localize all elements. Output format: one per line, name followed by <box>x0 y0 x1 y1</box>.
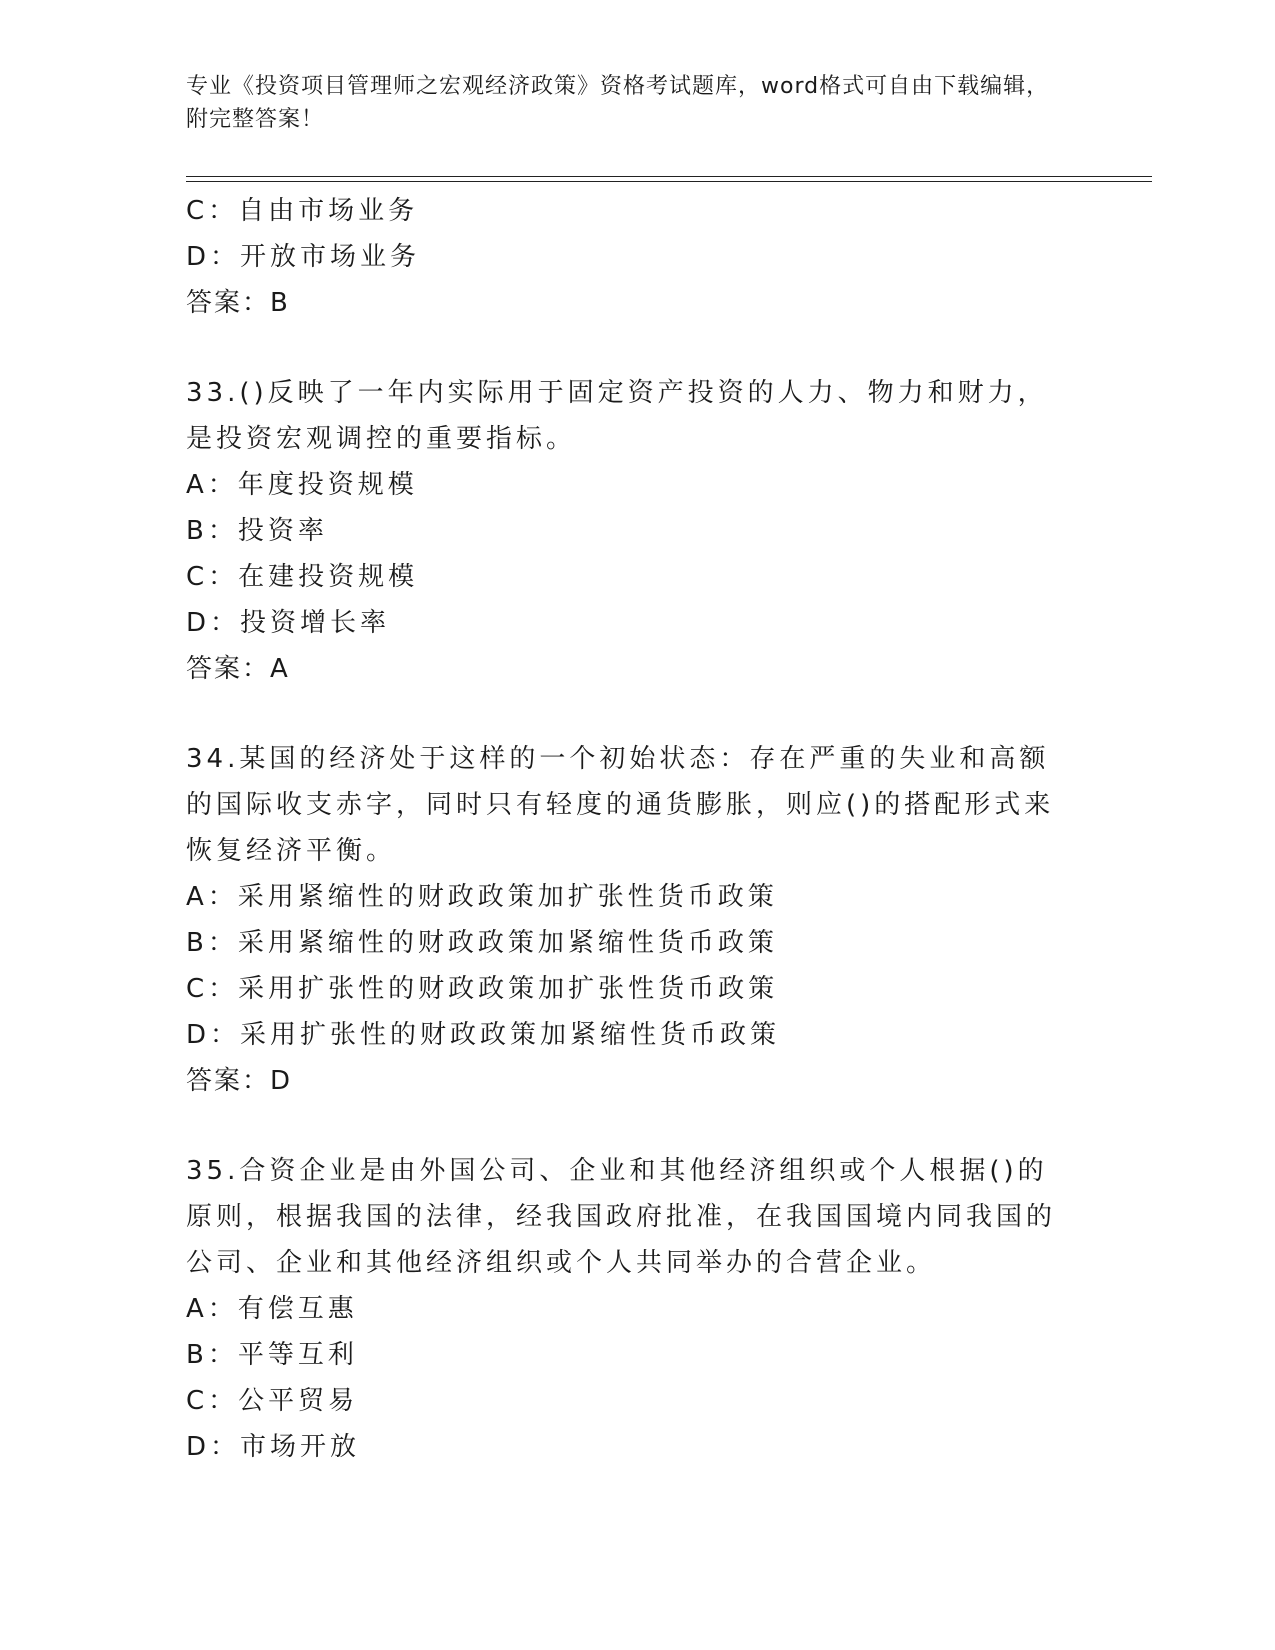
option-b: B：平等互利 <box>186 1340 358 1370</box>
option-a: A：采用紧缩性的财政政策加扩张性货币政策 <box>186 882 778 912</box>
question-35 <box>186 1148 1086 1470</box>
option-d: D：投资增长率 <box>186 608 391 638</box>
option-a: A：有偿互惠 <box>186 1294 358 1324</box>
question-stem: 33.()反映了一年内实际用于固定资产投资的人力、物力和财力，是投资宏观调控的重要指标。 <box>186 378 1048 454</box>
answer-line: 答案：B <box>186 288 290 318</box>
option-d: D：开放市场业务 <box>186 242 421 272</box>
question-34 <box>186 736 1086 1104</box>
option-b: B：采用紧缩性的财政政策加紧缩性货币政策 <box>186 928 778 958</box>
question-list <box>186 188 1086 1470</box>
option-c: C：在建投资规模 <box>186 562 419 592</box>
document-header: 专业《投资项目管理师之宏观经济政策》资格考试题库，word格式可自由下载编辑，附完整答案！ <box>186 74 1050 132</box>
option-d: D：市场开放 <box>186 1432 361 1462</box>
previous-question-tail <box>186 188 1086 326</box>
question-33 <box>186 370 1086 692</box>
answer-line: 答案：A <box>186 654 290 684</box>
question-stem: 35.合资企业是由外国公司、企业和其他经济组织或个人根据()的原则，根据我国的法律，经我国政府批准，在我国国境内同我国的公司、企业和其他经济组织或个人共同举办的合营企业。 <box>186 1156 1057 1278</box>
option-d: D：采用扩张性的财政政策加紧缩性货币政策 <box>186 1020 781 1050</box>
option-c: C：采用扩张性的财政政策加扩张性货币政策 <box>186 974 779 1004</box>
option-b: B：投资率 <box>186 516 328 546</box>
answer-line: 答案：D <box>186 1066 293 1096</box>
option-c: C：自由市场业务 <box>186 196 419 226</box>
option-c: C：公平贸易 <box>186 1386 359 1416</box>
header-divider <box>186 176 1152 182</box>
question-stem: 34.某国的经济处于这样的一个初始状态：存在严重的失业和高额的国际收支赤字，同时只有轻度的通货膨胀，则应()的搭配形式来恢复经济平衡。 <box>186 744 1055 866</box>
option-a: A：年度投资规模 <box>186 470 418 500</box>
